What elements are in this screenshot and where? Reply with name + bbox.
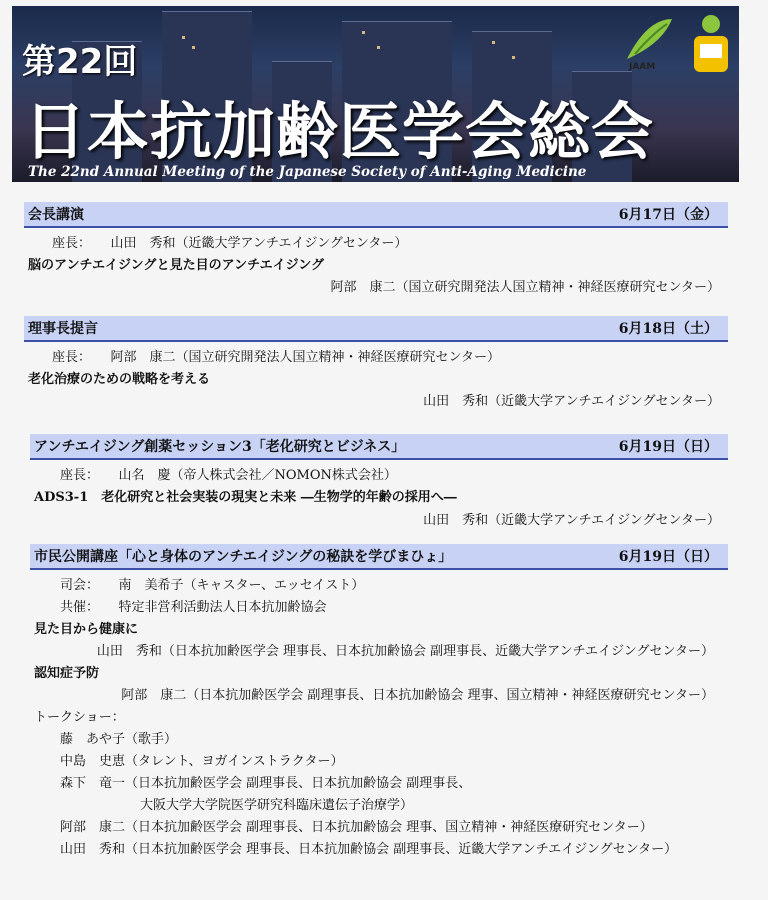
section-title: 市民公開講座「心と身体のアンチエイジングの秘訣を学びまひょ」	[34, 549, 453, 565]
chair-line: 座長： 山田 秀和（近畿大学アンチエイジングセンター）	[52, 236, 408, 251]
window-light	[192, 46, 195, 49]
section-header-drug-discovery	[30, 434, 728, 460]
window-light	[362, 31, 365, 34]
talk-title: ADS3-1 老化研究と社会実装の現実と未来 ―生物学的年齢の採用へ―	[34, 490, 457, 505]
talk-title: 脳のアンチエイジングと見た目のアンチエイジング	[28, 258, 325, 273]
figure-icon	[686, 12, 736, 78]
talk-title: 認知症予防	[34, 666, 100, 681]
window-light	[377, 46, 380, 49]
banner-edition: 第22回	[22, 42, 138, 82]
section-header-presidential-lecture	[24, 202, 728, 228]
banner	[12, 6, 739, 182]
speaker-line: 山田 秀和（近畿大学アンチエイジングセンター）	[423, 394, 720, 409]
section-header-chairman-proposal	[24, 316, 728, 342]
panelist-line: 藤 あや子（歌手）	[60, 732, 178, 747]
host-line: 司会： 南 美希子（キャスター、エッセイスト）	[60, 578, 365, 593]
banner-subtitle: The 22nd Annual Meeting of the Japanese Society of Anti-Aging Medicine	[28, 164, 587, 180]
section-title: アンチエイジング創薬セッション3「老化研究とビジネス」	[34, 439, 406, 455]
leaf-icon	[617, 14, 677, 64]
speaker-line: 山田 秀和（日本抗加齢医学会 理事長、日本抗加齢協会 副理事長、近畿大学アンチエイジングセンター）	[96, 644, 714, 659]
banner-title: 日本抗加齢医学会総会	[24, 95, 655, 168]
talk-title: 見た目から健康に	[34, 622, 139, 637]
panelist-line: 阿部 康二（日本抗加齢医学会 副理事長、日本抗加齢協会 理事、国立精神・神経医療研究センター）	[60, 820, 653, 835]
chair-line: 座長： 阿部 康二（国立研究開発法人国立精神・神経医療研究センター）	[52, 350, 500, 365]
chair-line: 座長： 山名 慶（帝人株式会社／NOMON株式会社）	[60, 468, 397, 483]
panelist-line-continued: 大阪大学大学院医学研究科臨床遺伝子治療学）	[140, 798, 414, 813]
section-date: 6月17日（金）	[618, 207, 718, 223]
section-header-public-lecture	[30, 544, 728, 570]
section-title: 理事長提言	[28, 321, 98, 337]
window-light	[512, 56, 515, 59]
speaker-line: 山田 秀和（近畿大学アンチエイジングセンター）	[423, 513, 720, 528]
talkshow-label: トークショー：	[34, 710, 125, 725]
speaker-line: 阿部 康二（日本抗加齢医学会 副理事長、日本抗加齢協会 理事、国立精神・神経医療研究センター）	[121, 688, 714, 703]
window-light	[182, 36, 185, 39]
jaam-logo	[617, 14, 677, 72]
meeting-logo	[686, 12, 736, 78]
talk-title: 老化治療のための戦略を考える	[28, 372, 211, 387]
section-date: 6月18日（土）	[618, 321, 718, 337]
section-date: 6月19日（日）	[618, 439, 718, 455]
speaker-line: 阿部 康二（国立研究開発法人国立精神・神経医療研究センター）	[330, 280, 720, 295]
section-date: 6月19日（日）	[618, 549, 718, 565]
logo-label: JAAM	[629, 62, 656, 72]
panelist-line: 山田 秀和（日本抗加齢医学会 理事長、日本抗加齢協会 副理事長、近畿大学アンチエイジングセンター）	[60, 842, 678, 857]
window-light	[492, 41, 495, 44]
panelist-line: 森下 竜一（日本抗加齢医学会 副理事長、日本抗加齢協会 副理事長、	[60, 776, 472, 791]
cosponsor-line: 共催： 特定非営利活動法人日本抗加齢協会	[60, 600, 327, 615]
section-title: 会長講演	[28, 207, 84, 223]
panelist-line: 中島 史恵（タレント、ヨガインストラクター）	[60, 754, 344, 769]
